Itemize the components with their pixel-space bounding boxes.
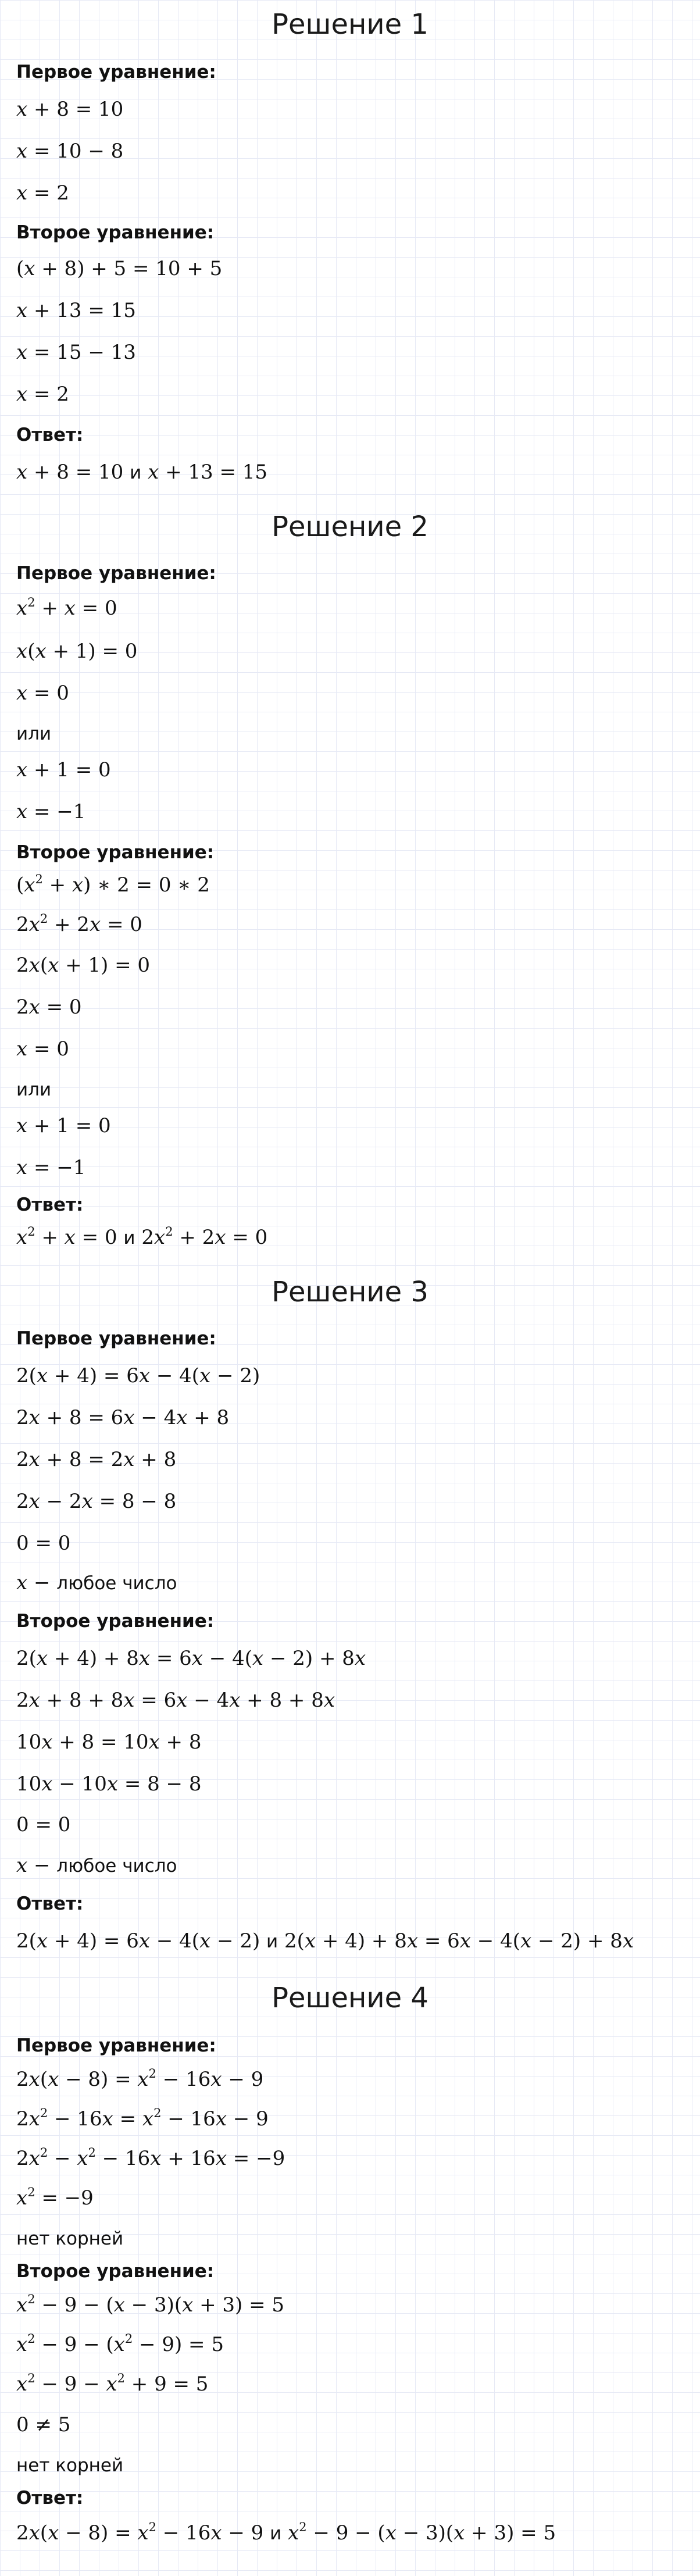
first-equation-label: Первое уравнение:	[16, 62, 216, 83]
equation-line: 2x + 8 = 2x + 8	[16, 1448, 177, 1471]
equation-line: x(x + 1) = 0	[16, 640, 138, 663]
equation-line: x − любое число	[16, 1571, 177, 1594]
equation-line: 0 = 0	[16, 1532, 71, 1555]
equation-line: (x + 8) + 5 = 10 + 5	[16, 257, 223, 280]
answer-label: Ответ:	[16, 2488, 84, 2509]
equation-line: 0 ≠ 5	[16, 2413, 71, 2436]
equation-line: 2(x + 4) + 8x = 6x − 4(x − 2) + 8x	[16, 1647, 366, 1670]
equation-line: x − любое число	[16, 1854, 177, 1877]
equation-line: $x^2 - 9 - (x^2 - 9) = 5$	[16, 2332, 224, 2356]
first-equation-label: Первое уравнение:	[16, 563, 216, 584]
equation-line: x = 15 − 13	[16, 341, 136, 364]
equation-line: 10x − 10x = 8 − 8	[16, 1772, 202, 1796]
equation-line: x = 0	[16, 682, 69, 705]
equation-line: x = −1	[16, 1156, 86, 1179]
or-text: или	[16, 723, 52, 744]
equation-line: x + 1 = 0	[16, 1114, 111, 1137]
equation-line: x = −1	[16, 800, 86, 823]
no-roots-text: нет корней	[16, 2455, 124, 2476]
answer-line: 2(x + 4) = 6x − 4(x − 2) и 2(x + 4) + 8x = 6x − 4(x − 2) + 8x	[16, 1929, 634, 1953]
answer-line: $2x(x - 8) = x^2 - 16x - 9$ и $x^2 - 9 - (x - 3)(x + 3) = 5$	[16, 2520, 556, 2545]
equation-line: x + 1 = 0	[16, 758, 111, 782]
answer-line: $x^2 + x = 0$ и $2x^2 + 2x = 0$	[16, 1225, 268, 1249]
solution-4-title: Решение 4	[272, 1982, 428, 2014]
equation-line: $x^2 - 9 - x^2 + 9 = 5$	[16, 2371, 209, 2396]
equation-line: 0 = 0	[16, 1813, 71, 1836]
equation-line: $2x^2 - x^2 - 16x + 16x = -9$	[16, 2146, 285, 2170]
equation-line: x = 0	[16, 1037, 69, 1061]
no-roots-text: нет корней	[16, 2228, 124, 2249]
equation-line: x + 13 = 15	[16, 299, 136, 322]
solution-3-title: Решение 3	[272, 1276, 428, 1308]
answer-label: Ответ:	[16, 1893, 84, 1914]
solution-1-title: Решение 1	[272, 8, 428, 41]
equation-line: $2x(x - 8) = x^2 - 16x - 9$	[16, 2067, 264, 2091]
equation-line: $2x^2 - 16x = x^2 - 16x - 9$	[16, 2106, 269, 2131]
second-equation-label: Второе уравнение:	[16, 222, 215, 243]
equation-line: $2x^2 + 2x = 0$	[16, 912, 142, 936]
equation-line: 2x − 2x = 8 − 8	[16, 1490, 177, 1513]
second-equation-label: Второе уравнение:	[16, 842, 215, 863]
answer-label: Ответ:	[16, 424, 84, 445]
solution-2-title: Решение 2	[272, 511, 428, 543]
equation-line: 2x + 8 + 8x = 6x − 4x + 8 + 8x	[16, 1689, 335, 1712]
second-equation-label: Второе уравнение:	[16, 1611, 215, 1632]
equation-line: $x^2 = -9$	[16, 2185, 94, 2210]
equation-line: $x^2 - 9 - (x - 3)(x + 3) = 5$	[16, 2292, 285, 2317]
first-equation-label: Первое уравнение:	[16, 2035, 216, 2056]
or-text: или	[16, 1079, 52, 1100]
answer-label: Ответ:	[16, 1194, 84, 1215]
equation-line: 2x + 8 = 6x − 4x + 8	[16, 1406, 230, 1429]
equation-line: 2x(x + 1) = 0	[16, 954, 151, 977]
second-equation-label: Второе уравнение:	[16, 2261, 215, 2282]
equation-line: x = 10 − 8	[16, 140, 124, 163]
equation-line: $x^2 + x = 0$	[16, 595, 117, 620]
equation-line: x = 2	[16, 181, 69, 205]
equation-line: $(x^2 + x)$ ∗ 2 = 0 ∗ 2	[16, 872, 210, 897]
equation-line: x = 2	[16, 383, 69, 406]
equation-line: 2x = 0	[16, 996, 82, 1019]
equation-line: x + 8 = 10	[16, 98, 124, 121]
equation-line: 2(x + 4) = 6x − 4(x − 2)	[16, 1364, 260, 1387]
answer-line: x + 8 = 10 и x + 13 = 15	[16, 461, 267, 484]
equation-line: 10x + 8 = 10x + 8	[16, 1731, 202, 1754]
first-equation-label: Первое уравнение:	[16, 1328, 216, 1349]
